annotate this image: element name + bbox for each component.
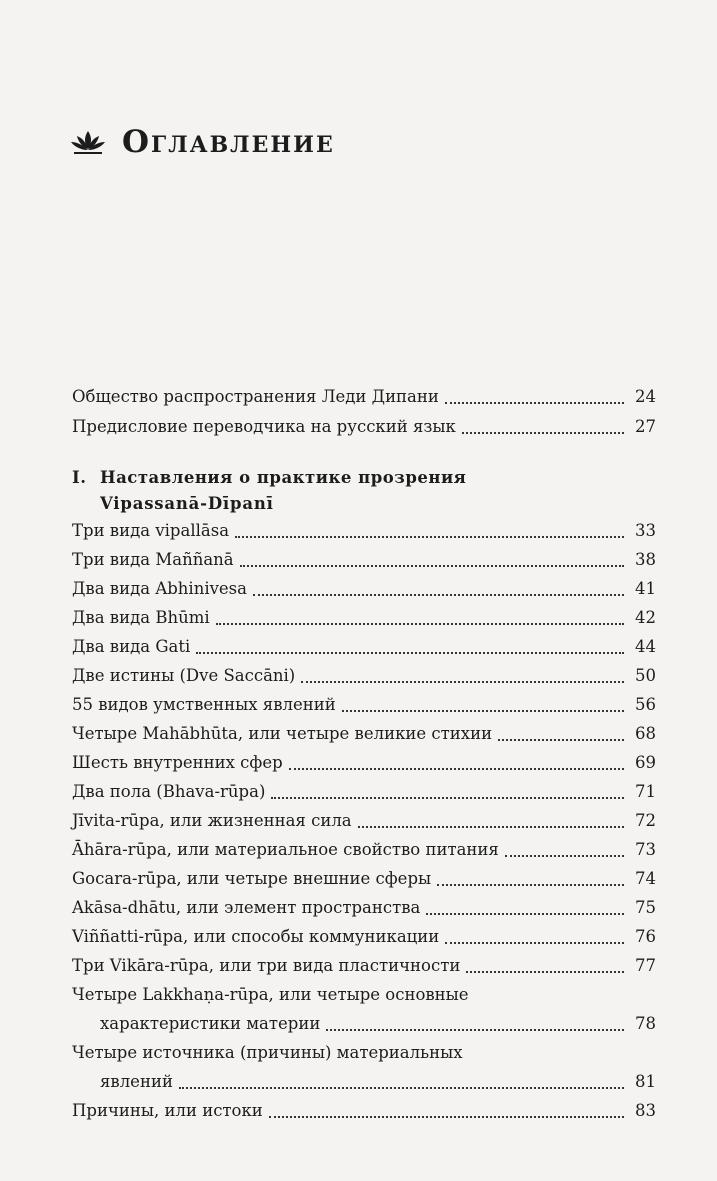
toc-entry-title-line2: явлений [100,1072,173,1091]
toc-entry-title: Gocara-rūpa, или четыре внешние сферы [72,869,432,888]
toc-entry-title: Три вида Maññanā [72,550,234,569]
toc-entry-title: Jīvita-rūpa, или жизненная сила [72,811,352,830]
toc-entry-title: Три вида vipallāsa [72,521,230,540]
dot-leader [253,580,624,596]
toc-entry-title: Две истины (Dve Saccāni) [72,666,296,685]
toc-entry [72,752,656,774]
dot-leader [426,899,624,915]
toc-entry-title: Два вида Gati [72,637,191,656]
toc-entry-title-line2: характеристики материи [100,1014,321,1033]
section-subtitle: Vipassanā-Dīpanī [100,494,274,513]
dot-leader [179,1073,624,1089]
dot-leader [326,1015,624,1031]
dot-leader [462,418,624,434]
toc-entry-title: Предисловие переводчика на русский язык [72,417,456,436]
toc-entry-page: 27 [635,417,656,436]
toc-entry-page: 41 [635,579,656,598]
dot-leader [235,522,624,538]
toc-entry-title: Шесть внутренних сфер [72,753,283,772]
toc-entry-page: 74 [635,869,656,888]
dot-leader [445,388,624,404]
section-heading [72,467,466,489]
toc-entry [72,578,656,600]
toc-entry-page: 72 [635,811,656,830]
toc-entry-page: 75 [635,898,656,917]
toc-entry [72,1071,656,1093]
toc-entry-page: 56 [635,695,656,714]
toc-entry [72,926,656,948]
toc-entry [72,897,656,919]
toc-entry [72,1013,656,1035]
dot-leader [216,609,624,625]
toc-entry [72,839,656,861]
section-number: I. [72,468,87,487]
page-title: Оглавление [122,124,335,160]
toc-entry-title: Āhāra-rūpa, или материальное свойство питания [72,840,499,859]
toc-entry [72,520,656,542]
dot-leader [271,783,624,799]
toc-entry-page: 24 [635,387,656,406]
toc-entry-page: 73 [635,840,656,859]
dot-leader [196,638,624,654]
toc-entry-title: Два пола (Bhava-rūpa) [72,782,266,801]
toc-entry-page: 78 [635,1014,656,1033]
section-title: Наставления о практике прозрения [100,468,467,487]
toc-entry-page: 76 [635,927,656,946]
toc-entry-page: 50 [635,666,656,685]
dot-leader [301,667,624,683]
toc-entry [72,636,656,658]
toc-entry-page: 42 [635,608,656,627]
toc-entry [72,694,656,716]
toc-entry [72,810,656,832]
dot-leader [445,928,624,944]
toc-entry [72,955,656,977]
toc-entry [72,416,656,438]
toc-entry-title: Два вида Bhūmi [72,608,210,627]
dot-leader [240,551,624,567]
lotus-icon [70,129,106,155]
toc-entry [72,386,656,408]
toc-entry [72,723,656,745]
dot-leader [358,812,624,828]
toc-entry-page: 69 [635,753,656,772]
toc-entry-title: Akāsa-dhātu, или элемент пространства [72,898,421,917]
toc-entry-title: Четыре Mahābhūta, или четыре великие стихии [72,724,493,743]
toc-entry-page: 83 [635,1101,656,1120]
dot-leader [342,696,624,712]
dot-leader [466,957,624,973]
toc-entry-title: Два вида Abhinivesa [72,579,247,598]
dot-leader [498,725,624,741]
toc-entry [72,607,656,629]
dot-leader [437,870,624,886]
toc-entry-page: 33 [635,521,656,540]
dot-leader [505,841,624,857]
toc-entry-title: Причины, или истоки [72,1101,263,1120]
toc-entry [72,1100,656,1122]
toc-entry [72,781,656,803]
toc-entry-title-line1: Четыре источника (причины) материальных [72,1043,463,1062]
toc-entry-page: 44 [635,637,656,656]
toc-entry [72,868,656,890]
toc-entry [72,665,656,687]
toc-heading [70,124,335,160]
dot-leader [289,754,624,770]
toc-entry-page: 77 [635,956,656,975]
toc-entry-title: Три Vikāra-rūpa, или три вида пластичности [72,956,461,975]
toc-entry-title: 55 видов умственных явлений [72,695,336,714]
toc-entry [72,549,656,571]
toc-entry-title: Общество распространения Леди Дипани [72,387,439,406]
dot-leader [269,1102,624,1118]
toc-entry-page: 81 [635,1072,656,1091]
toc-entry-title-line1: Четыре Lakkhaṇa-rūpa, или четыре основные [72,985,469,1004]
toc-entry-page: 68 [635,724,656,743]
toc-entry-title: Viññatti-rūpa, или способы коммуникации [72,927,440,946]
toc-entry-page: 71 [635,782,656,801]
toc-entry-page: 38 [635,550,656,569]
